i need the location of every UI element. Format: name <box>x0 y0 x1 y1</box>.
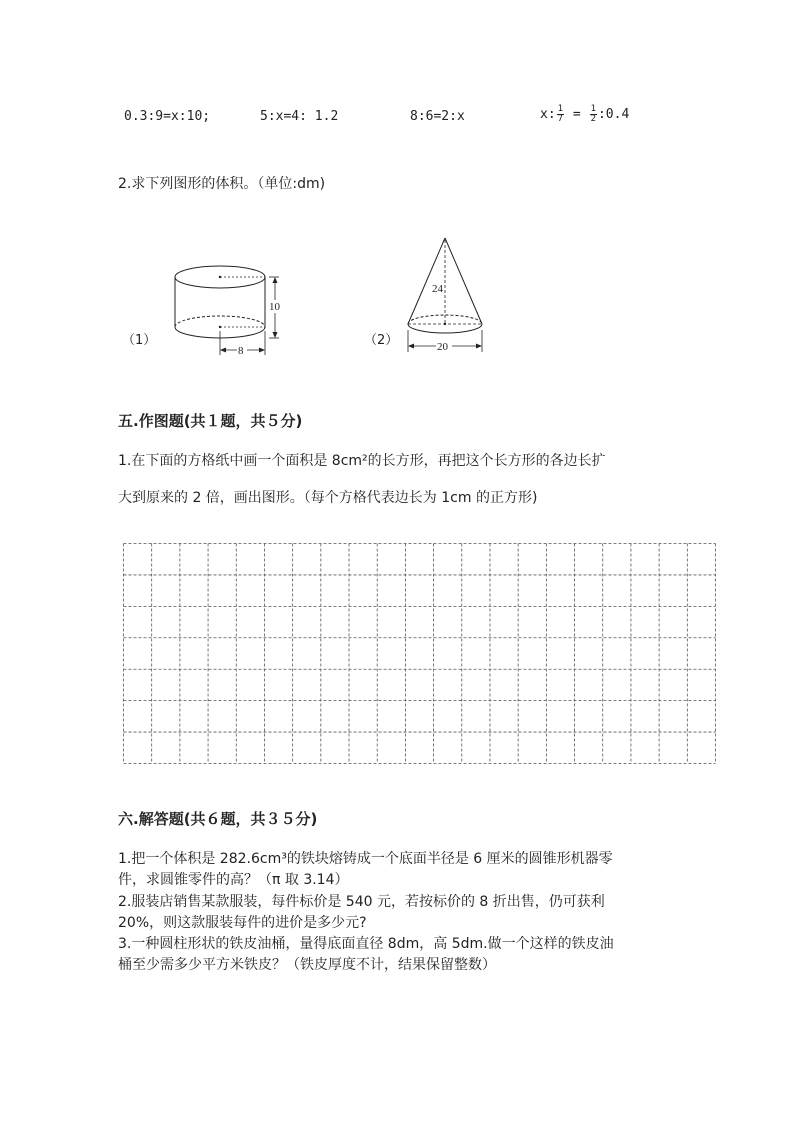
cylinder-bottom-back <box>175 316 265 327</box>
height-arrow-up <box>273 277 278 283</box>
section-5-question-line-2: 大到原来的 2 倍，画出图形。（每个方格代表边长为 1cm 的正方形) <box>118 490 538 506</box>
section-6-line-6: 桶至少需多少平方米铁皮？（铁皮厚度不计，结果保留整数） <box>118 957 496 973</box>
fraction-1-2 <box>590 105 597 124</box>
section-6-line-2: 件，求圆锥零件的高？（π 取 3.14） <box>118 872 349 888</box>
height-arrow-down <box>273 332 278 338</box>
cylinder-base-label: 8 <box>238 345 244 357</box>
section-6-line-1: 1.把一个体积是 282.6cm³的铁块熔铸成一个底面半径是 6 厘米的圆锥形机器零 <box>118 851 613 867</box>
cylinder-diagram <box>165 255 290 365</box>
question-2-text: 2.求下列图形的体积。（单位:dm) <box>118 176 326 192</box>
base-arrow-left <box>220 348 226 353</box>
equation-1: 0.3:9=x:10; <box>124 109 211 124</box>
cone-base-label: 20 <box>437 341 448 353</box>
fraction-1-7 <box>557 105 564 124</box>
cone-height-label: 24 <box>432 283 443 295</box>
base-arrow-right <box>259 348 265 353</box>
section-5-heading: 五.作图题(共１题，共５分) <box>118 412 303 430</box>
fraction-denominator: 2 <box>590 114 596 124</box>
section-5-question-line-1: 1.在下面的方格纸中画一个面积是 8cm²的长方形，再把这个长方形的各边长扩 <box>118 453 606 469</box>
cone-base-arrow-left <box>408 344 414 349</box>
cone-diagram <box>398 232 498 357</box>
section-6-heading: 六.解答题(共６题，共３５分) <box>118 810 318 828</box>
fraction-denominator: 7 <box>557 114 564 124</box>
section-6-line-4: 20%，则这款服装每件的进价是多少元? <box>118 915 367 931</box>
fraction-numerator: 1 <box>557 104 564 114</box>
cylinder-height-label: 10 <box>269 301 280 313</box>
figure-2-label: （2） <box>364 333 399 348</box>
grid-paper[interactable] <box>123 543 716 765</box>
cone-base-arrow-right <box>476 344 482 349</box>
equation-4 <box>540 105 629 124</box>
cone-right-slant <box>445 238 482 324</box>
fraction-numerator: 1 <box>590 104 596 114</box>
equation-4-prefix: x: <box>540 107 556 122</box>
cylinder-bottom-center <box>219 326 221 328</box>
section-6-line-5: 3.一种圆柱形状的铁皮油桶，量得底面直径 8dm，高 5dm.做一个这样的铁皮油 <box>118 936 614 952</box>
equation-3: 8:6=2:x <box>410 109 465 124</box>
equation-2: 5:x=4: 1.2 <box>260 109 339 124</box>
cone-left-slant <box>408 238 445 324</box>
section-6-line-3: 2.服装店销售某款服装，每件标价是 540 元，若按标价的 8 折出售，仍可获利 <box>118 894 605 910</box>
cylinder-top-center <box>219 276 221 278</box>
cone-base-center <box>444 323 446 325</box>
equation-4-equals: = <box>565 107 589 122</box>
figure-1-label: （1） <box>122 333 157 348</box>
cone-base-front <box>408 324 482 333</box>
equation-4-suffix: :0.4 <box>597 107 630 122</box>
